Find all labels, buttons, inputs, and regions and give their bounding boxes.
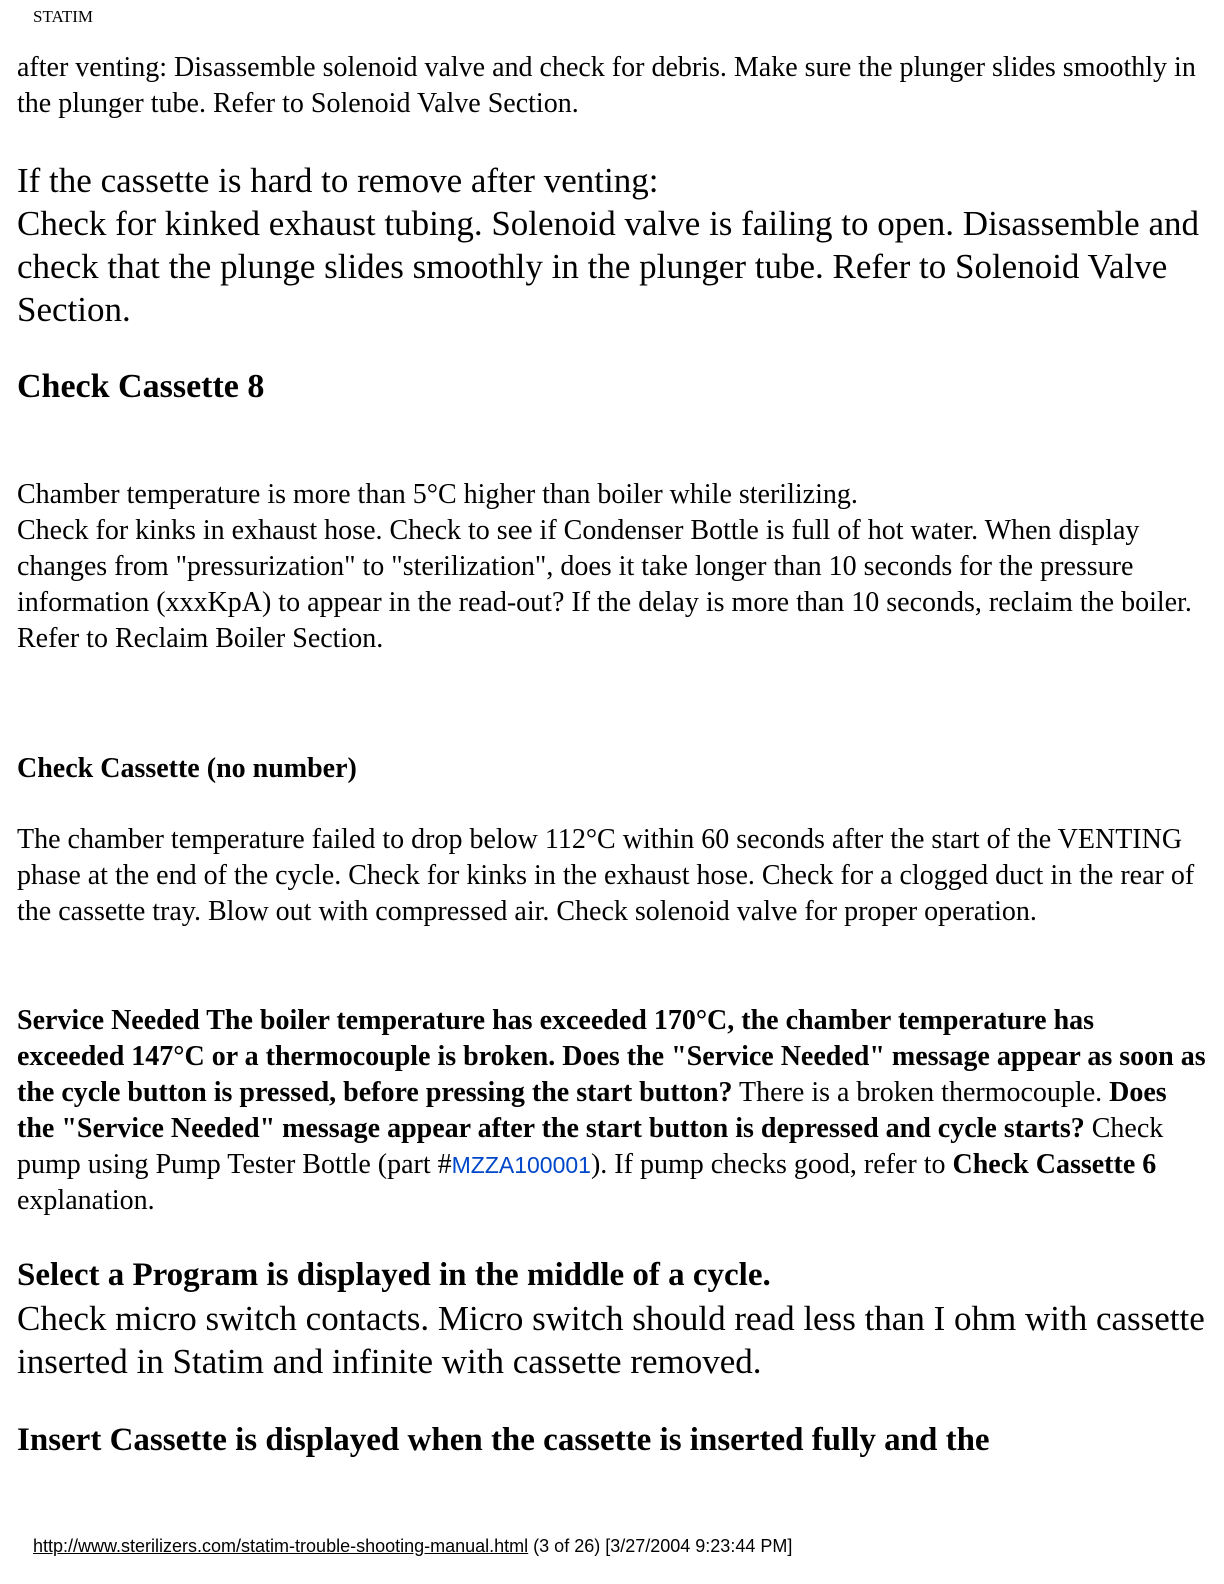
select-program-heading: Select a Program is displayed in the middle of a cycle.: [17, 1257, 771, 1293]
service-needed-question-1: Service Needed The boiler temperature has exceeded 170°C, the chamber temperature has exceeded 147°C or a thermocouple is broken. Does the "Service Needed" message appear as soon as the cycle button is pressed, before pressing the start button?: [17, 1005, 1206, 1108]
check-cassette-no-number-heading: Check Cassette (no number): [17, 753, 357, 784]
venting-continuation: after venting: Disassemble solenoid valve and check for debris. Make sure the plunger slides smoothly in the plunger tube. Refer to Solenoid Valve Section.: [17, 52, 1196, 119]
check-cassette-no-number-body: The chamber temperature failed to drop below 112°C within 60 seconds after the start of the VENTING phase at the end of the cycle. Check for kinks in the exhaust hose. Check for a clogged duct in the rear of the cassette tray. Blow out with compressed air. Check solenoid valve for proper operation.: [17, 824, 1195, 927]
service-needed-answer-3: ). If pump checks good, refer to: [590, 1149, 953, 1180]
service-needed-answer-4: explanation.: [17, 1185, 155, 1216]
select-program-body: Check micro switch contacts. Micro switch should read less than I ohm with cassette inserted in Statim and infinite with cassette removed.: [17, 1299, 1205, 1381]
service-needed-question-2: Does the "Service Needed" message appear after the start button is depressed and cycle starts?: [17, 1077, 1167, 1144]
footer-url-link[interactable]: http://www.sterilizers.com/statim-trouble-shooting-manual.html: [33, 1536, 529, 1556]
insert-cassette-heading: Insert Cassette is displayed when the cassette is inserted fully and the: [17, 1422, 990, 1458]
service-needed-answer-2: Check pump using Pump Tester Bottle (part #: [17, 1113, 1164, 1180]
hard-remove-body: Check for kinked exhaust tubing. Solenoid valve is failing to open. Disassemble and check that the plunge slides smoothly in the plunger tube. Refer to Solenoid Valve Section.: [17, 204, 1200, 329]
check-cassette-6-reference: Check Cassette 6: [952, 1149, 1157, 1180]
service-needed-paragraph: [17, 1003, 1207, 1219]
check-cassette-8-body: Check for kinks in exhaust hose. Check to see if Condenser Bottle is full of hot water. When display changes from "pressurization" to "sterilization", does it take longer than 10 seconds for the pressure information (xxxKpA) to appear in the read-out? If the delay is more than 10 seconds, reclaim the boiler. Refer to Reclaim Boiler Section.: [17, 515, 1192, 654]
page-footer: [33, 1536, 792, 1557]
hard-remove-title: If the cassette is hard to remove after venting:: [17, 161, 659, 200]
page-header: STATIM: [33, 7, 94, 26]
check-cassette-8-heading: Check Cassette 8: [17, 368, 265, 405]
check-cassette-8-summary: Chamber temperature is more than 5°C higher than boiler while sterilizing.: [17, 479, 858, 510]
footer-page-info: (3 of 26) [3/27/2004 9:23:44 PM]: [528, 1536, 793, 1556]
service-needed-answer-1: There is a broken thermocouple.: [732, 1077, 1110, 1108]
part-number-link[interactable]: MZZA100001: [451, 1152, 591, 1178]
